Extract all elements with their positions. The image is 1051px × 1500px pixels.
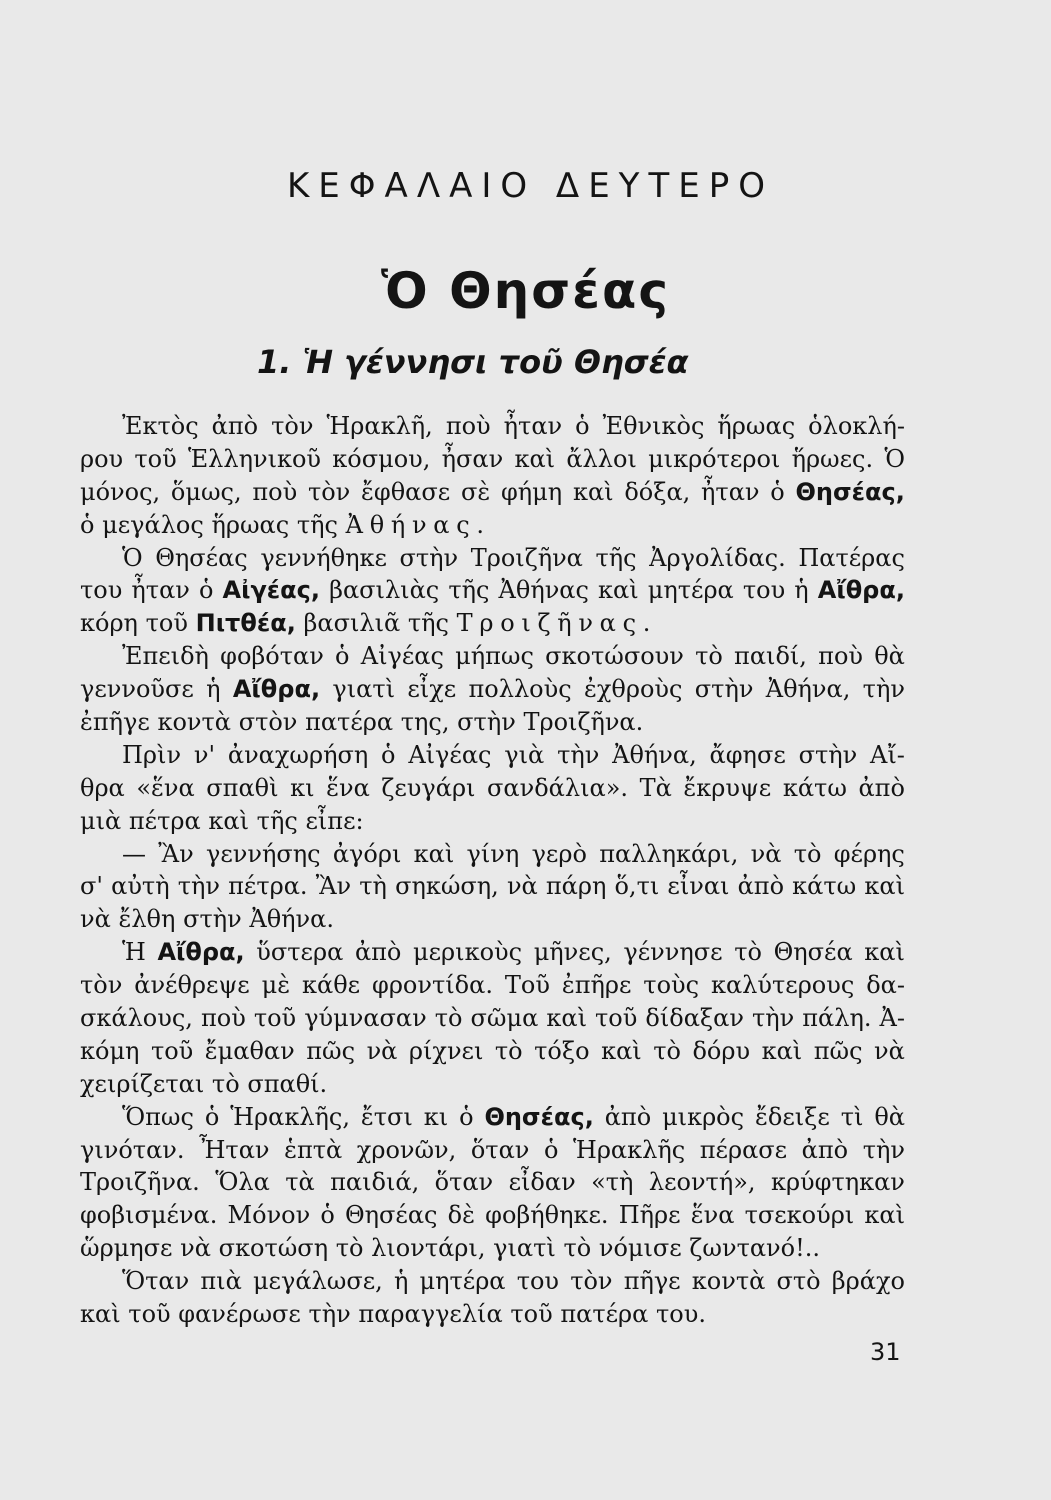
text-line: τὸν ἀνέθρεψε μὲ κάθε φροντίδα. Τοῦ ἐπῆρε τοὺς καλύτερους δα- [80,971,905,1000]
body-text [80,410,905,1331]
text-line: μόνος, ὅμως, ποὺ τὸν ἔφθασε σὲ φήμη καὶ δόξα, ἦταν ὁ Θησέας, [80,477,905,506]
text-line: Ὁ Θησέας γεννήθηκε στὴν Τροιζῆνα τῆς Ἀργολίδας. Πατέρας [122,543,905,572]
text-line: Τροιζῆνα. Ὅλα τὰ παιδιά, ὅταν εἶδαν «τὴ λεοντή», κρύφτηκαν [80,1168,905,1197]
text-line: καὶ τοῦ φανέρωσε τὴν παραγγελία τοῦ πατέρα του. [80,1300,706,1329]
text-line: σ' αὐτὴ τὴν πέτρα. Ἂν τὴ σηκώση, νὰ πάρη ὅ,τι εἶναι ἀπὸ κάτω καὶ [80,872,905,901]
section-heading: 1. Ἡ γέννησι τοῦ Θησέα [257,343,689,381]
text-line: θρα «ἕνα σπαθὶ κι ἕνα ζευγάρι σανδάλια». Τὰ ἔκρυψε κάτω ἀπὸ [80,773,905,802]
text-line: ρου τοῦ Ἑλληνικοῦ κόσμου, ἦσαν καὶ ἄλλοι μικρότεροι ἥρωες. Ὁ [80,444,905,473]
page-title: Ὁ Θησέας [381,262,670,320]
text-line: κόμη τοῦ ἔμαθαν πῶς νὰ ρίχνει τὸ τόξο καὶ τὸ δόρυ καὶ πῶς νὰ [80,1036,905,1065]
text-line: γινόταν. Ἦταν ἑπτὰ χρονῶν, ὅταν ὁ Ἡρακλῆς πέρασε ἀπὸ τὴν [80,1135,905,1164]
text-line: Ἡ Αἴθρα, ὕστερα ἀπὸ μερικοὺς μῆνες, γέννησε τὸ Θησέα καὶ [122,938,905,967]
text-line: Ὅπως ὁ Ἡρακλῆς, ἔτσι κι ὁ Θησέας, ἀπὸ μικρὸς ἔδειξε τὶ θὰ [122,1102,905,1131]
page-number: 31 [870,1338,901,1366]
text-line: φοβισμένα. Μόνον ὁ Θησέας δὲ φοβήθηκε. Πῆρε ἕνα τσεκούρι καὶ [80,1201,905,1230]
text-line: ὁ μεγάλος ἥρωας τῆς Ἀθήνας. [80,510,491,539]
text-line: Ἐπειδὴ φοβόταν ὁ Αἰγέας μήπως σκοτώσουν τὸ παιδί, ποὺ θὰ [122,642,905,671]
text-line: ὥρμησε νὰ σκοτώση τὸ λιοντάρι, γιατὶ τὸ νόμισε ζωντανό!.. [80,1234,820,1263]
text-line: Πρὶν ν' ἀναχωρήση ὁ Αἰγέας γιὰ τὴν Ἀθήνα, ἄφησε στὴν Αἴ- [122,740,905,769]
text-line: μιὰ πέτρα καὶ τῆς εἶπε: [80,806,364,835]
text-line: ἐπῆγε κοντὰ στὸν πατέρα της, στὴν Τροιζῆνα. [80,708,644,737]
text-line: — Ἂν γεννήσης ἀγόρι καὶ γίνη γερὸ παλληκάρι, νὰ τὸ φέρης [122,839,905,868]
text-line: γεννοῦσε ἡ Αἴθρα, γιατὶ εἶχε πολλοὺς ἐχθροὺς στὴν Ἀθήνα, τὴν [80,675,905,704]
text-line: Ὅταν πιὰ μεγάλωσε, ἡ μητέρα του τὸν πῆγε κοντὰ στὸ βράχο [122,1267,905,1296]
text-line: Ἐκτὸς ἀπὸ τὸν Ἡρακλῆ, ποὺ ἦταν ὁ Ἐθνικὸς ἥρωας ὁλοκλή- [122,412,905,440]
text-line: σκάλους, ποὺ τοῦ γύμνασαν τὸ σῶμα καὶ τοῦ δίδαξαν τὴν πάλη. Ἀ- [80,1004,905,1033]
text-line: χειρίζεται τὸ σπαθί. [80,1069,328,1098]
text-line: κόρη τοῦ Πιτθέα, βασιλιᾶ τῆς Τροιζῆνας. [80,609,658,638]
text-line: του ἦταν ὁ Αἰγέας, βασιλιὰς τῆς Ἀθήνας καὶ μητέρα του ἡ Αἴθρα, [80,576,905,605]
text-line: νὰ ἔλθη στὴν Ἀθήνα. [80,905,334,934]
chapter-heading: ΚΕΦΑΛΑΙΟ ΔΕΥΤΕΡΟ [287,166,774,206]
